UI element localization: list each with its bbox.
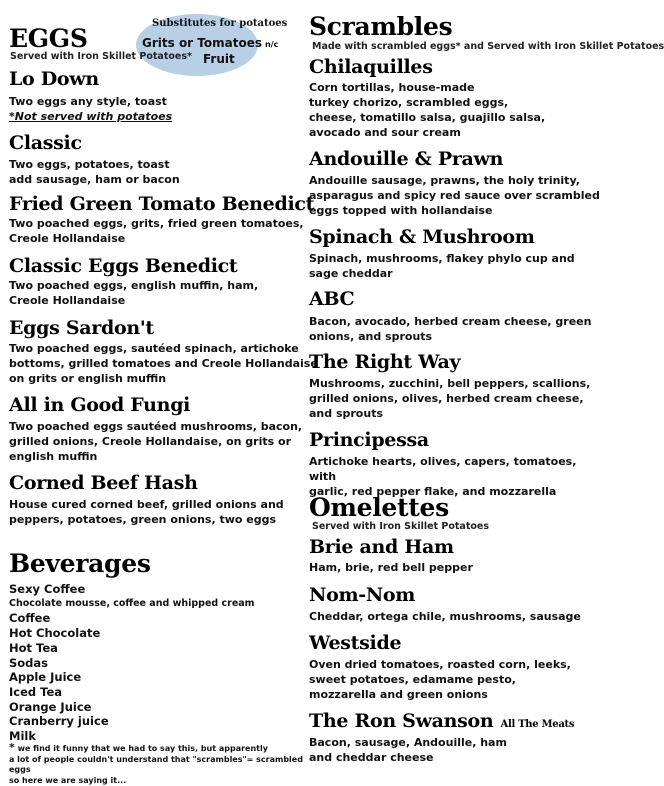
item-description — [9, 157, 180, 187]
desc-line: on grits or english muffin — [9, 371, 318, 386]
desc-line: Mushrooms, zucchini, bell peppers, scallions, — [309, 376, 590, 391]
item-description — [309, 735, 507, 765]
desc-line: grilled onions, olives, herbed cream cheese, — [309, 391, 590, 406]
item-name: The Right Way — [309, 351, 460, 373]
footnote-line: so here we are saying it... — [9, 776, 304, 786]
beverages-list — [9, 582, 304, 744]
desc-line: bottoms, grilled tomatoes and Creole Hollandaise — [9, 356, 318, 371]
item-name: Fried Green Tomato Benedict — [9, 193, 314, 215]
item-description — [9, 94, 299, 124]
item-description — [9, 341, 318, 386]
substitutes-options — [142, 36, 278, 50]
desc-line: peppers, potatoes, green onions, two eggs — [9, 512, 284, 527]
item-description — [309, 376, 590, 421]
desc-line: Oven dried tomatoes, roasted corn, leeks, — [309, 657, 571, 672]
item-description — [9, 278, 258, 308]
item-description — [309, 314, 591, 344]
item-name: Classic — [9, 132, 82, 154]
beverage-item: Hot Chocolate — [9, 626, 304, 641]
desc-line: sweet potatoes, edamame pesto, — [309, 672, 571, 687]
footnote — [9, 743, 304, 786]
desc-line: Two poached eggs, sautéed spinach, artichoke — [9, 341, 318, 356]
omelettes-section-subtitle: Served with Iron Skillet Potatoes — [312, 521, 489, 532]
footnote-line — [9, 743, 304, 755]
item-name: Nom-Nom — [309, 584, 415, 606]
beverage-item: Coffee — [9, 611, 304, 626]
desc-line: sage cheddar — [309, 266, 575, 281]
beverage-item: Sodas — [9, 656, 304, 671]
item-name: Principessa — [309, 429, 429, 451]
item-name: All in Good Fungi — [9, 394, 190, 416]
item-name: Classic Eggs Benedict — [9, 255, 237, 277]
beverages-section-title: Beverages — [9, 551, 151, 577]
eggs-section-title: EGGS — [9, 26, 88, 52]
item-name: Brie and Ham — [309, 536, 454, 558]
desc-line: cheese, tomatillo salsa, guajillo salsa, — [309, 110, 545, 125]
desc-line: Andouille sausage, prawns, the holy trinity, — [309, 173, 600, 188]
beverage-item: Cranberry juice — [9, 714, 304, 729]
substitutes-line: Grits or Tomatoes — [142, 36, 262, 50]
desc-line: Artichoke hearts, olives, capers, tomatoes, with — [309, 454, 605, 484]
desc-line: Two eggs, potatoes, toast — [9, 157, 180, 172]
desc-line: avocado and sour cream — [309, 125, 545, 140]
desc-line: Corn tortillas, house-made — [309, 80, 545, 95]
item-name: Corned Beef Hash — [9, 472, 198, 494]
substitutes-title: Substitutes for potatoes — [152, 18, 287, 29]
item-description — [309, 657, 571, 702]
scrambles-section-title: Scrambles — [309, 14, 452, 40]
desc-line: Bacon, avocado, herbed cream cheese, green — [309, 314, 591, 329]
beverage-item: Apple Juice — [9, 670, 304, 685]
item-description — [9, 497, 284, 527]
item-name: Westside — [309, 632, 401, 654]
desc-line: grilled onions, Creole Hollandaise, on grits or — [9, 434, 302, 449]
desc-line: asparagus and spicy red sauce over scrambled — [309, 188, 600, 203]
footnote-star: * — [9, 741, 15, 754]
desc-line: Ham, brie, red bell pepper — [309, 560, 473, 575]
desc-line: Creole Hollandaise — [9, 293, 258, 308]
desc-line: and sprouts — [309, 406, 590, 421]
beverage-item-description: Chocolate mousse, coffee and whipped cream — [9, 597, 304, 612]
item-description — [309, 609, 581, 624]
item-description — [309, 560, 473, 575]
footnote-text: we find it funny that we had to say this, but apparently — [18, 744, 268, 753]
desc-line: eggs topped with hollandaise — [309, 203, 600, 218]
desc-line: Two poached eggs sautéed mushrooms, bacon, — [9, 419, 302, 434]
item-name: Lo Down — [9, 68, 99, 90]
desc-line: onions, and sprouts — [309, 329, 591, 344]
beverage-item: Iced Tea — [9, 685, 304, 700]
item-description — [309, 173, 600, 218]
item-name: The Ron Swanson — [309, 710, 493, 732]
footnote-line: a lot of people couldn't understand that "scrambles"= scrambled eggs — [9, 755, 304, 776]
item-note: *Not served with potatoes — [9, 109, 299, 124]
desc-line: Two poached eggs, grits, fried green tomatoes, — [9, 216, 304, 231]
item-name: Spinach & Mushroom — [309, 226, 535, 248]
desc-line: Bacon, sausage, Andouille, ham — [309, 735, 507, 750]
substitutes-nc: n/c — [265, 40, 278, 49]
substitutes-fruit: Fruit — [203, 52, 235, 66]
desc-line: House cured corned beef, grilled onions and — [9, 497, 284, 512]
omelettes-section-title: Omelettes — [309, 495, 449, 521]
item-name: Andouille & Prawn — [309, 148, 503, 170]
desc-line: english muffin — [9, 449, 302, 464]
desc-line: Two eggs any style, toast — [9, 94, 299, 109]
desc-line: Two poached eggs, english muffin, ham, — [9, 278, 258, 293]
beverage-item: Sexy Coffee — [9, 582, 304, 597]
item-description — [309, 80, 545, 140]
beverage-item: Milk — [9, 729, 304, 744]
item-heading — [309, 710, 574, 732]
scrambles-section-subtitle: Made with scrambled eggs* and Served with Iron Skillet Potatoes — [312, 41, 664, 52]
item-description — [309, 251, 575, 281]
desc-line: Spinach, mushrooms, flakey phylo cup and — [309, 251, 575, 266]
eggs-section-subtitle: Served with Iron Skillet Potatoes* — [10, 51, 192, 62]
desc-line: turkey chorizo, scrambled eggs, — [309, 95, 545, 110]
desc-line: add sausage, ham or bacon — [9, 172, 180, 187]
item-name: Eggs Sardon't — [9, 317, 154, 339]
item-description — [9, 216, 304, 246]
desc-line: garlic, red pepper flake, and mozzarella — [309, 484, 605, 499]
item-name: Chilaquilles — [309, 56, 433, 78]
desc-line: mozzarella and green onions — [309, 687, 571, 702]
desc-line: and cheddar cheese — [309, 750, 507, 765]
desc-line: Cheddar, ortega chile, mushrooms, sausage — [309, 609, 581, 624]
beverage-item: Orange Juice — [9, 700, 304, 715]
item-tag: All The Meats — [501, 719, 575, 730]
item-name: ABC — [309, 288, 354, 310]
item-description — [9, 419, 302, 464]
desc-line: Creole Hollandaise — [9, 231, 304, 246]
beverage-item: Hot Tea — [9, 641, 304, 656]
